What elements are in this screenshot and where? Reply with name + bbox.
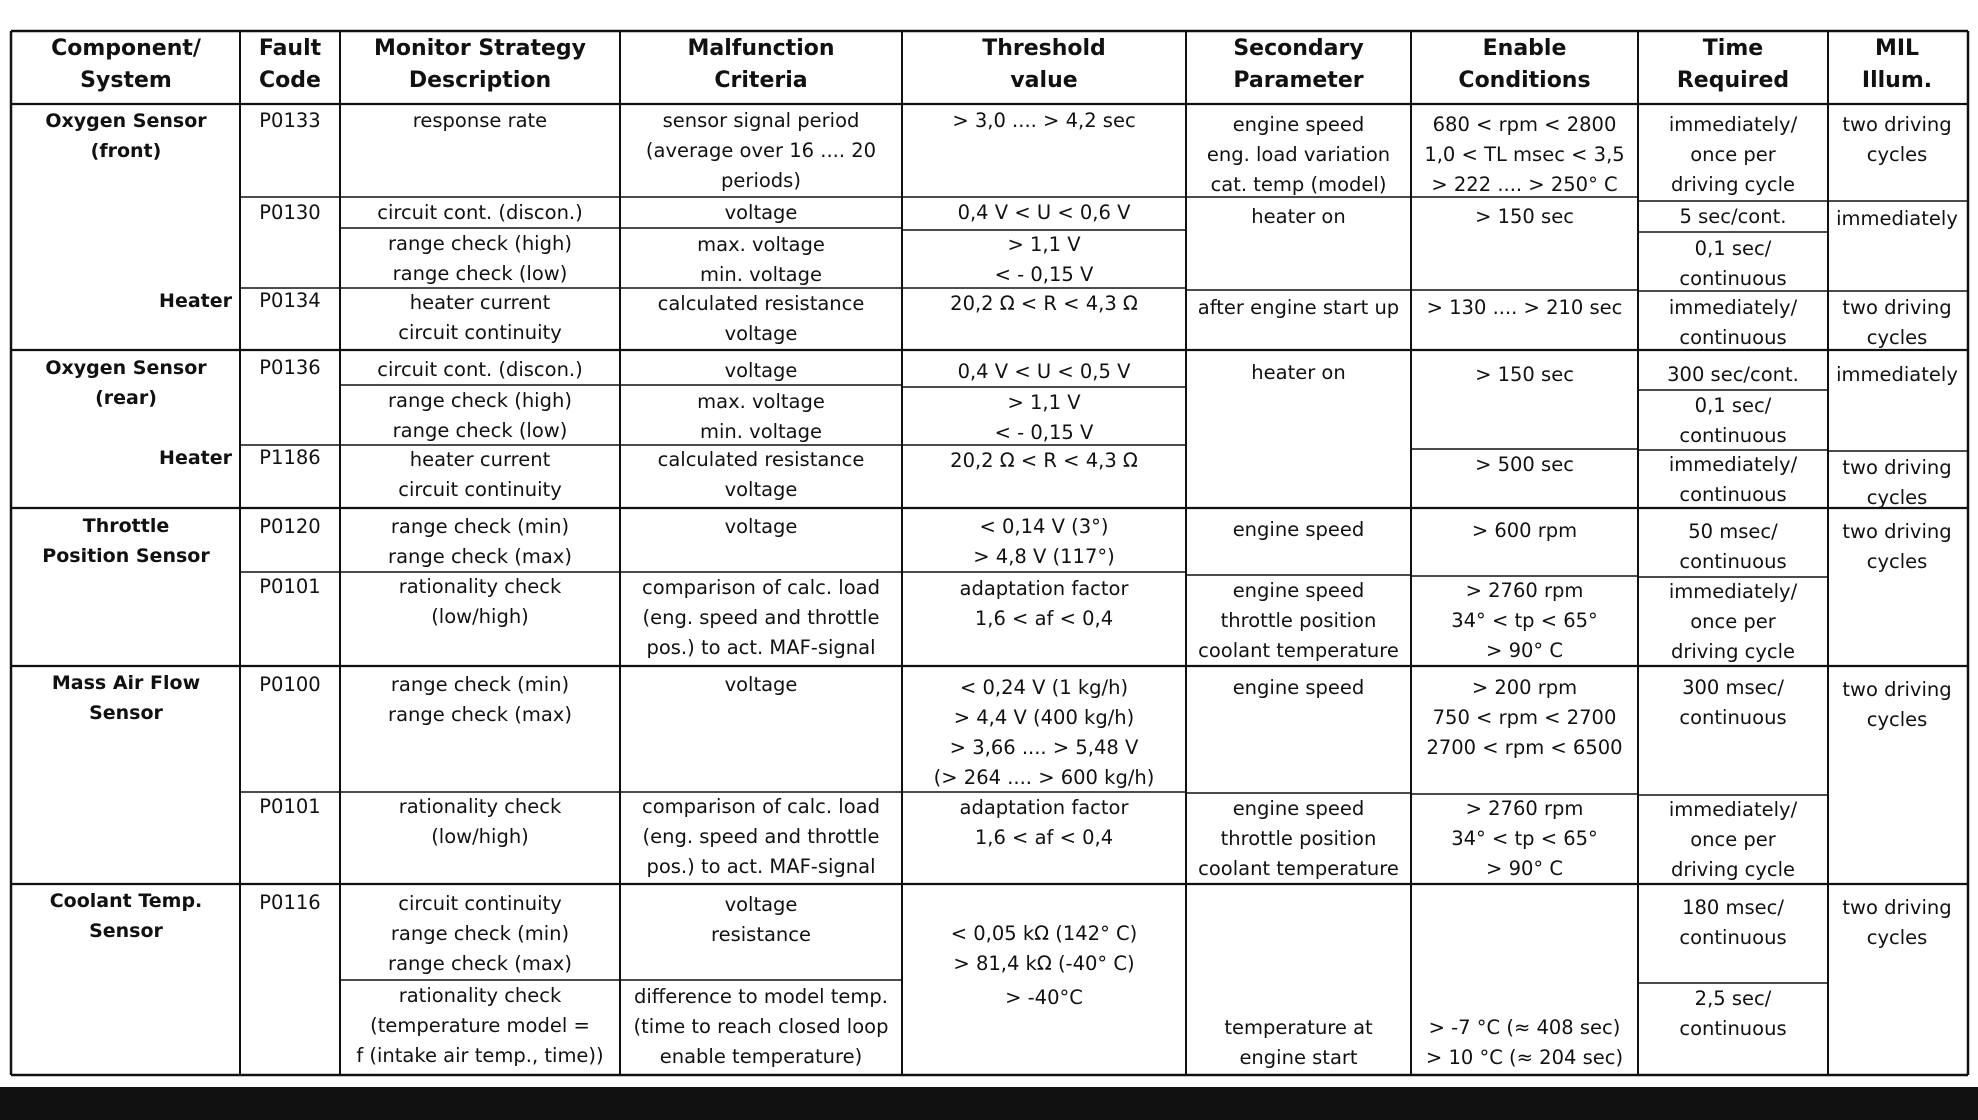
header-secondary-parameter: Secondary Parameter (1233, 36, 1364, 93)
time-required: 300 sec/cont. (1667, 363, 1799, 386)
monitor-strategy: circuit continuity range check (min) range check (max) (388, 892, 572, 975)
secondary-parameter: engine speed throttle position coolant temperature (1198, 797, 1399, 880)
threshold-value: > 1,1 V < - 0,15 V (994, 391, 1094, 444)
monitor-strategy: range check (high) range check (low) (388, 232, 572, 285)
secondary-parameter: engine speed (1232, 518, 1365, 541)
malfunction-criteria: voltage resistance (711, 893, 811, 946)
mil-illumination: two driving cycles (1842, 113, 1952, 166)
enable-conditions: > 2760 rpm 34° < tp < 65° > 90° C (1451, 579, 1598, 662)
fault-code: P0136 (259, 356, 321, 379)
threshold-value: adaptation factor 1,6 < af < 0,4 (959, 796, 1129, 849)
malfunction-criteria: voltage (724, 515, 798, 538)
malfunction-criteria: voltage (724, 201, 798, 224)
secondary-parameter: engine speed throttle position coolant temperature (1198, 579, 1399, 662)
enable-conditions: > 200 rpm 750 < rpm < 2700 2700 < rpm < 6500 (1426, 676, 1623, 759)
monitor-strategy: circuit cont. (discon.) (377, 201, 583, 224)
header-monitor-strategy: Monitor Strategy Description (374, 36, 586, 93)
time-required: 50 msec/ continuous (1679, 520, 1787, 573)
monitor-strategy: range check (min) range check (max) (388, 515, 572, 568)
malfunction-criteria: calculated resistance voltage (657, 292, 865, 345)
threshold-value: 20,2 Ω < R < 4,3 Ω (950, 449, 1138, 472)
threshold-value: < 0,24 V (1 kg/h) > 4,4 V (400 kg/h) > 3,66 .... > 5,48 V (> 264 .... > 600 kg/h) (933, 676, 1155, 789)
enable-conditions: > -7 °C (≈ 408 sec) > 10 °C (≈ 204 sec) (1425, 1016, 1624, 1069)
fault-code: P0133 (259, 109, 321, 132)
header-time-required: Time Required (1676, 36, 1790, 93)
monitor-strategy: circuit cont. (discon.) (377, 358, 583, 381)
monitor-strategy: range check (min) range check (max) (388, 673, 572, 726)
monitor-strategy: rationality check (low/high) (398, 575, 562, 628)
header-mil-illum: MIL Illum. (1861, 36, 1933, 93)
fault-code: P0100 (259, 673, 321, 696)
fault-code: P1186 (259, 446, 321, 469)
fault-code: P0120 (259, 515, 321, 538)
mil-illumination: two driving cycles (1842, 678, 1952, 731)
secondary-parameter: heater on (1251, 205, 1346, 228)
monitor-strategy: response rate (412, 109, 548, 132)
enable-conditions: > 150 sec (1475, 363, 1574, 386)
header-malfunction-criteria: Malfunction Criteria (687, 36, 835, 93)
time-required: immediately/ continuous (1668, 453, 1798, 506)
enable-conditions: > 130 .... > 210 sec (1426, 296, 1623, 319)
mil-illumination: two driving cycles (1842, 296, 1952, 349)
malfunction-criteria: max. voltage min. voltage (697, 390, 825, 443)
time-required: 0,1 sec/ continuous (1679, 237, 1787, 290)
header-enable-conditions: Enable Conditions (1458, 36, 1591, 93)
malfunction-criteria: voltage (724, 673, 798, 696)
component-mass-air-flow: Mass Air Flow Sensor (51, 672, 201, 724)
secondary-parameter: engine speed eng. load variation cat. temp (model) (1206, 113, 1391, 196)
threshold-value: > 3,0 .... > 4,2 sec (952, 109, 1136, 132)
mil-illumination: two driving cycles (1842, 456, 1952, 509)
malfunction-criteria: voltage (724, 359, 798, 382)
monitor-strategy: heater current circuit continuity (398, 291, 562, 344)
header-component: Component/ System (51, 36, 201, 93)
monitor-strategy: heater current circuit continuity (398, 448, 562, 501)
malfunction-criteria: sensor signal period (average over 16 .... 20 periods) (645, 109, 877, 192)
time-required: immediately/ once per driving cycle (1668, 580, 1798, 663)
secondary-parameter: temperature at engine start (1224, 1016, 1373, 1069)
time-required: 0,1 sec/ continuous (1679, 394, 1787, 447)
threshold-value: 0,4 V < U < 0,5 V (957, 360, 1131, 383)
time-required: immediately/ continuous (1668, 296, 1798, 349)
enable-conditions: > 2760 rpm 34° < tp < 65° > 90° C (1451, 797, 1598, 880)
time-required: 300 msec/ continuous (1679, 676, 1787, 729)
malfunction-criteria: comparison of calc. load (eng. speed and throttle pos.) to act. MAF-signal (642, 795, 880, 878)
threshold-value: > 1,1 V < - 0,15 V (994, 233, 1094, 286)
fault-code: P0130 (259, 201, 321, 224)
malfunction-criteria: comparison of calc. load (eng. speed and throttle pos.) to act. MAF-signal (642, 576, 880, 659)
time-required: 180 msec/ continuous (1679, 896, 1787, 949)
component-oxygen-rear: Oxygen Sensor (rear) (45, 357, 207, 409)
enable-conditions: > 600 rpm (1471, 519, 1578, 542)
enable-conditions: 680 < rpm < 2800 1,0 < TL msec < 3,5 > 222 .... > 250° C (1424, 113, 1625, 196)
mil-illumination: immediately (1836, 207, 1958, 230)
time-required: 5 sec/cont. (1679, 205, 1787, 228)
component-throttle-position: Throttle Position Sensor (42, 515, 210, 567)
component-oxygen-front-heater: Heater (159, 290, 232, 312)
header-fault-code: Fault Code (258, 36, 322, 93)
fault-code: P0116 (259, 891, 321, 914)
mil-illumination: two driving cycles (1842, 520, 1952, 573)
fault-code: P0101 (259, 795, 321, 818)
mil-illumination: immediately (1836, 363, 1958, 386)
time-required: immediately/ once per driving cycle (1668, 113, 1798, 196)
fault-code: P0101 (259, 575, 321, 598)
enable-conditions: > 500 sec (1475, 453, 1574, 476)
malfunction-criteria: calculated resistance voltage (657, 448, 865, 501)
secondary-parameter: heater on (1251, 361, 1346, 384)
monitor-strategy: rationality check (low/high) (398, 795, 562, 848)
monitor-strategy: range check (high) range check (low) (388, 389, 572, 442)
header-threshold: Threshold value (982, 36, 1106, 93)
malfunction-criteria: max. voltage min. voltage (697, 233, 825, 286)
time-required: 2,5 sec/ continuous (1679, 987, 1787, 1040)
threshold-value: > -40°C (1005, 986, 1083, 1009)
monitor-strategy: rationality check (temperature model = f (intake air temp., time)) (356, 984, 604, 1067)
threshold-value: adaptation factor 1,6 < af < 0,4 (959, 577, 1129, 630)
secondary-parameter: engine speed (1232, 676, 1365, 699)
component-oxygen-front: Oxygen Sensor (front) (45, 110, 207, 162)
threshold-value: 0,4 V < U < 0,6 V (957, 201, 1131, 224)
fault-code: P0134 (259, 289, 321, 312)
component-oxygen-rear-heater: Heater (159, 447, 232, 469)
enable-conditions: > 150 sec (1475, 205, 1574, 228)
threshold-value: < 0,14 V (3°) > 4,8 V (117°) (973, 515, 1115, 568)
mil-illumination: two driving cycles (1842, 896, 1952, 949)
component-coolant-temp: Coolant Temp. Sensor (49, 890, 203, 942)
bottom-black-bar (0, 1087, 1978, 1120)
threshold-value: 20,2 Ω < R < 4,3 Ω (950, 292, 1138, 315)
malfunction-criteria: difference to model temp. (time to reach closed loop enable temperature) (633, 985, 889, 1068)
time-required: immediately/ once per driving cycle (1668, 798, 1798, 881)
threshold-value: < 0,05 kΩ (142° C) > 81,4 kΩ (-40° C) (950, 922, 1138, 975)
secondary-parameter: after engine start up (1197, 296, 1400, 319)
